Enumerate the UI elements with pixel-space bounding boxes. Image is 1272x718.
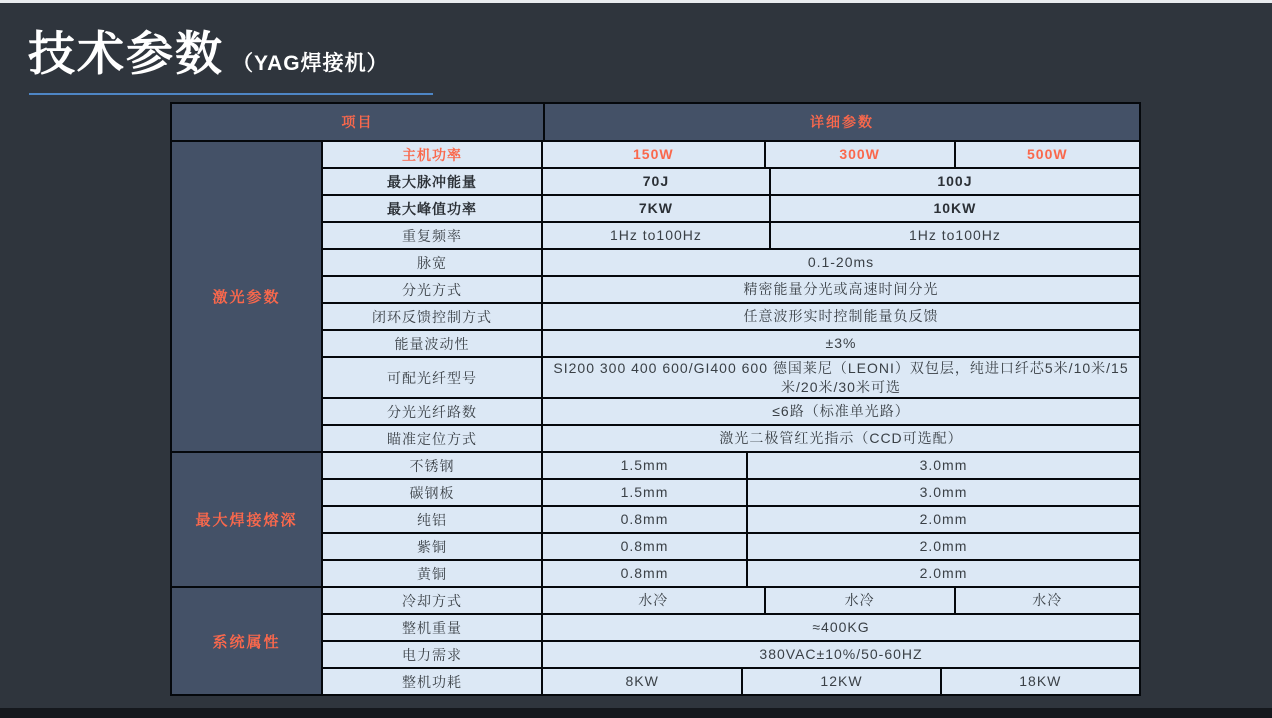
- param-cell: 分光光纤路数: [323, 399, 541, 424]
- table-row: [323, 399, 1139, 424]
- value-cell: 3.0mm: [748, 453, 1139, 478]
- table-row: [323, 615, 1139, 640]
- section-rows: [323, 453, 1139, 586]
- table-row: [323, 480, 1139, 505]
- value-cell: 1Hz to100Hz: [543, 223, 769, 248]
- param-cell: 主机功率: [323, 142, 541, 167]
- param-cell: 瞄准定位方式: [323, 426, 541, 451]
- header-cell-item: 项目: [172, 104, 543, 140]
- table-sections: [172, 142, 1139, 694]
- table-row: [323, 669, 1139, 694]
- group-cell: 最大焊接熔深: [172, 453, 321, 586]
- value-cell: 70J: [543, 169, 769, 194]
- value-cell: 10KW: [771, 196, 1139, 221]
- value-cell: 300W: [766, 142, 954, 167]
- value-cell: 7KW: [543, 196, 769, 221]
- top-divider: [0, 0, 1272, 3]
- param-cell: 黄铜: [323, 561, 541, 586]
- title-underline: [29, 93, 433, 95]
- value-cell: ≈400KG: [543, 615, 1139, 640]
- param-cell: 脉宽: [323, 250, 541, 275]
- param-cell: 冷却方式: [323, 588, 541, 613]
- table-header-row: [172, 104, 1139, 140]
- table-row: [323, 588, 1139, 613]
- value-cell: 1Hz to100Hz: [771, 223, 1139, 248]
- table-row: [323, 277, 1139, 302]
- value-cell: 精密能量分光或高速时间分光: [543, 277, 1139, 302]
- table-row: [323, 426, 1139, 451]
- param-cell: 纯铝: [323, 507, 541, 532]
- group-cell: 系统属性: [172, 588, 321, 694]
- value-cell: 水冷: [766, 588, 954, 613]
- param-cell: 整机功耗: [323, 669, 541, 694]
- group-cell: 激光参数: [172, 142, 321, 451]
- value-cell: 500W: [956, 142, 1139, 167]
- value-cell: 150W: [543, 142, 764, 167]
- table-row: [323, 169, 1139, 194]
- bottom-divider: [0, 708, 1272, 718]
- param-cell: 最大峰值功率: [323, 196, 541, 221]
- table-section: [172, 588, 1139, 694]
- section-rows: [323, 588, 1139, 694]
- param-cell: 闭环反馈控制方式: [323, 304, 541, 329]
- param-cell: 不锈钢: [323, 453, 541, 478]
- table-row: [323, 304, 1139, 329]
- table-row: [323, 534, 1139, 559]
- param-cell: 分光方式: [323, 277, 541, 302]
- value-cell: SI200 300 400 600/GI400 600 德国莱尼（LEONI）双包层，纯进口纤芯5米/10米/15米/20米/30米可选: [543, 358, 1139, 397]
- value-cell: 0.8mm: [543, 507, 746, 532]
- spec-table: [170, 102, 1141, 696]
- table-section: [172, 142, 1139, 451]
- table-row: [323, 358, 1139, 397]
- page-title-block: [28, 26, 389, 82]
- table-row: [323, 223, 1139, 248]
- param-cell: 紫铜: [323, 534, 541, 559]
- value-cell: 2.0mm: [748, 561, 1139, 586]
- table-row: [323, 642, 1139, 667]
- value-cell: 水冷: [543, 588, 764, 613]
- header-cell-detail: 详细参数: [545, 104, 1139, 140]
- value-cell: 12KW: [743, 669, 939, 694]
- table-row: [323, 142, 1139, 167]
- table-row: [323, 561, 1139, 586]
- table-row: [323, 331, 1139, 356]
- param-cell: 整机重量: [323, 615, 541, 640]
- value-cell: 100J: [771, 169, 1139, 194]
- table-row: [323, 250, 1139, 275]
- section-rows: [323, 142, 1139, 451]
- param-cell: 重复频率: [323, 223, 541, 248]
- value-cell: 0.8mm: [543, 561, 746, 586]
- value-cell: 2.0mm: [748, 507, 1139, 532]
- page-title: 技术参数: [28, 27, 224, 80]
- table-row: [323, 453, 1139, 478]
- value-cell: 2.0mm: [748, 534, 1139, 559]
- param-cell: 能量波动性: [323, 331, 541, 356]
- param-cell: 电力需求: [323, 642, 541, 667]
- value-cell: 380VAC±10%/50-60HZ: [543, 642, 1139, 667]
- value-cell: ≤6路（标准单光路）: [543, 399, 1139, 424]
- value-cell: 8KW: [543, 669, 741, 694]
- value-cell: 水冷: [956, 588, 1139, 613]
- table-row: [323, 196, 1139, 221]
- table-row: [323, 507, 1139, 532]
- value-cell: 18KW: [942, 669, 1139, 694]
- page-subtitle: （YAG焊接机）: [232, 52, 389, 75]
- value-cell: ±3%: [543, 331, 1139, 356]
- param-cell: 最大脉冲能量: [323, 169, 541, 194]
- value-cell: 3.0mm: [748, 480, 1139, 505]
- value-cell: 1.5mm: [543, 480, 746, 505]
- param-cell: 可配光纤型号: [323, 358, 541, 397]
- value-cell: 激光二极管红光指示（CCD可选配）: [543, 426, 1139, 451]
- value-cell: 0.1-20ms: [543, 250, 1139, 275]
- value-cell: 1.5mm: [543, 453, 746, 478]
- value-cell: 0.8mm: [543, 534, 746, 559]
- param-cell: 碳钢板: [323, 480, 541, 505]
- table-section: [172, 453, 1139, 586]
- value-cell: 任意波形实时控制能量负反馈: [543, 304, 1139, 329]
